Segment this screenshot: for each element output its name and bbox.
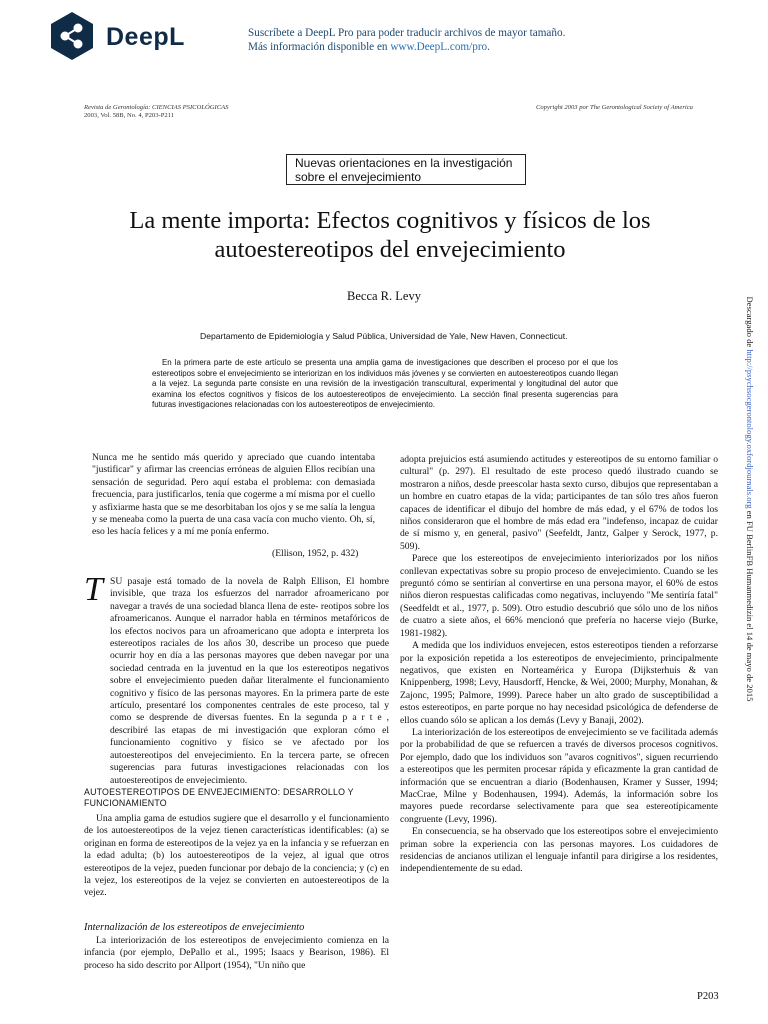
intro-text: SU pasaje está tomado de la novela de Ralph Ellison, El hombre invisible, que traza los esfuerzos del narrador afroamericano por navegar a través de una sociedad blanca llena de este- reotipos sobre los afroamericanos. Aunque el narrador habla en términos metafóricos de los efectos nocivos para un afroamericano que adopta e interpreta los estereotipos raciales de los años 30, describe un proceso que puede ocurrir hoy en día a las personas mayores que deben navegar por una sociedad centrada en la juventud en la que los estereotipos negativos sobre el envejecimiento pueden dañar literalmente el funcionamiento cognitivo y físico de las personas mayores. En la primera parte de este artículo, presentaré los componentes centrales de este proceso, tal y como se desprende de diversas fuentes. En la segunda p a r t e , describiré las etapas de mi investigación que exploran cómo el funcionamiento cognitivo y físico se ve afectado por los autoestereotipos del envejecimiento. En la tercera parte, se ofrecen sugerencias para futuras investigaciones relacionadas con los autoestereotipos de envejecimiento. [110, 576, 389, 786]
download-notice-link[interactable]: http://psychsocgerontology.oxfordjournals.org [745, 349, 755, 509]
right-paragraph-1: adopta prejuicios está asumiendo actitudes y estereotipos de su entorno familiar o cultural" (p. 297). El resultado de este proceso quedó ilustrado cuando se mostraron a niños, desde preescolar hasta sexto curso, dibujos que representaban a un hombre en cuatro etapas de la vida; participantes de tan sólo tres años fueron capaces de identificar el dibujo del hombre de más edad, y el 67% de todos los niños consideraron que el hombre de más edad era "indefenso, incapaz de cuidar de sí mismo y, en general, pasivo" (Seefeldt, Jantz, Galper y Serock, 1977, p. 509). [400, 454, 718, 552]
right-paragraph-2: Parece que los estereotipos de envejecimiento interiorizados por los niños conllevan expectativas sobre su propio proceso de envejecimiento. Cuando se les preguntó cómo se sentirían al convertirse en una persona mayor, el 60% de estos niños dieron respuestas calificadas como negativas, incluyendo "Me sentiría fatal" (Seedfeldt et al., 1977, p. 509). Otro estudio descubrió que sólo uno de los niños de cuatro a siete años, el 66% mencionó que prefería no hacerse viejo (Burke, 1981-1982). [400, 553, 718, 639]
section-paragraph-text: Una amplia gama de estudios sugiere que el desarrollo y el funcionamiento de los autoestereotipos de la vejez tienen características identificables: (a) se originan en forma de estereotipos de la vejez ya en la infancia y se refuerzan en la edad adulta; (b) los autoestereotipos de la vejez, al igual que otros estereotipos de la vejez, pueden funcionar por debajo de la conciencia; y (c) en la vejez, los estereotipos de la vejez se convierten en autoestereotipos de la vejez. [84, 813, 389, 899]
epigraph-citation: (Ellison, 1952, p. 432) [272, 548, 359, 559]
author-affiliation: Departamento de Epidemiología y Salud Pública, Universidad de Yale, New Haven, Connecticut. [200, 331, 568, 341]
section-paragraph [84, 813, 389, 900]
download-notice-suffix: en FU BerlinFB Humanmedizin el 14 de mayo de 2015 [745, 508, 755, 702]
journal-copyright: Copyright 2003 por The Gerontological Society of America [536, 104, 693, 111]
intro-paragraph [84, 576, 389, 787]
download-notice-prefix: Descargado de [745, 296, 755, 350]
subsection-paragraph-text: La interiorización de los estereotipos de envejecimiento comienza en la infancia (por ejemplo, DePallo et al., 1995; Isaacs y Bearison, 1986). El proceso ha sido descrito por Allport (1954), "Un niño que [84, 935, 389, 971]
epigraph: Nunca me he sentido más querido y apreciado que cuando intentaba "justificar" y afirmar las creencias erróneas de alguien Ellos recibían una sensación de seguridad. Pero aquí estaba el problema: con demasiada frecuencia, para justificarlos, tenía que cogerme a mí misma por el cuello y asfixiarme hasta que se me desorbitaban los ojos y se me salía la lengua y se meneaba como la puerta de una casa vacía con mucho viento. Oh, sí, eso les hacía felices y a mí me ponía enfermo. [92, 452, 375, 538]
right-paragraph-5: En consecuencia, se ha observado que los estereotipos sobre el envejecimiento priman sobre la experiencia con las personas mayores. Los cuidadores de residencias de ancianos utilizan el lenguaje infantil para dirigirse a los residentes, independientemente de su edad. [400, 826, 718, 875]
abstract: En la primera parte de este artículo se presenta una amplia gama de investigaciones que describen el proceso por el que los estereotipos sobre el envejecimiento se interiorizan en los individuos más jóvenes y se convierten en autoestereotipos cuando llegan a la vejez. La segunda parte consiste en una revisión de la investigación transcultural, experimental y longitudinal del autor que examina los efectos cognitivos y físicos de los autoestereotipos de envejecimiento. La sección final presenta sugerencias para futuras investigaciones relacionadas con los autoestereotipos de envejecimiento. [152, 358, 618, 410]
drop-cap: T [84, 571, 103, 608]
right-paragraph-4: La interiorización de los estereotipos de envejecimiento se ve facilitada además por la probabilidad de que se refuercen a través de diversos procesos cognitivos. Por ejemplo, dado que los individuos son "avaros cognitivos", siguen recurriendo a estereotipos que les permiten procesar rápida y eficazmente la gran cantidad de información que se encuentran a diario (Bodenhausen, Kramer y Susser, 1994; MacCrae, Milne y Bodenhausen, 1994). Además, la información sobre los mayores puede recordarse selectivamente para que sea estereotípicamente congruente (Levy, 1996). [400, 726, 718, 825]
subsection-heading: Internalización de los estereotipos de envejecimiento [84, 922, 305, 933]
title-line-2: autoestereotipos del envejecimiento [214, 236, 566, 263]
section-box [286, 154, 526, 185]
promo-line-1: Suscríbete a DeepL Pro para poder traducir archivos de mayor tamaño. [248, 27, 566, 39]
promo-line-2-suffix: . [487, 41, 490, 53]
section-heading: AUTOESTEREOTIPOS DE ENVEJECIMIENTO: DESARROLLO Y FUNCIONAMIENTO [84, 787, 354, 808]
section-box-line-2: sobre el envejecimiento [295, 170, 422, 184]
author-name: Becca R. Levy [347, 289, 421, 303]
download-notice [737, 264, 763, 734]
deepl-logo-icon[interactable] [47, 11, 97, 61]
journal-volume: 2003, Vol. 58B, No. 4, P203-P211 [84, 112, 175, 119]
title-line-1: La mente importa: Efectos cognitivos y físicos de los [129, 207, 651, 234]
right-column [400, 454, 718, 876]
deepl-promo [248, 26, 678, 54]
article-title [100, 206, 680, 264]
subsection-paragraph [84, 935, 389, 972]
section-box-line-1: Nuevas orientaciones en la investigación [295, 156, 513, 170]
promo-line-2-prefix: Más información disponible en [248, 41, 391, 53]
journal-header [84, 104, 228, 120]
download-notice-text [745, 297, 755, 702]
deepl-logo-text[interactable]: DeepL [106, 23, 185, 51]
page-number: P203 [697, 991, 719, 1002]
deepl-pro-link[interactable]: www.DeepL.com/pro [390, 41, 488, 53]
right-paragraph-3: A medida que los individuos envejecen, estos estereotipos tienden a reforzarse por la exposición repetida a los estereotipos de envejecimiento, principalmente negativos, que existen en Norteamérica y Europa (Dijksterhuis & van Knippenberg, 1998; Levy, Hausdorff, Hencke, & Wei, 2000; Murphy, Monahan, & Zajonc, 1995; Palmore, 1999). Parece haber un alto grado de susceptibilidad a estos estereotipos, en parte porque no hay necesidad psicológica de defenderse de ellos cuando sólo se aplican a los demás (Levy y Banaji, 2002). [400, 640, 718, 726]
journal-name: Revista de Gerontología: CIENCIAS PSICOLÓGICAS [84, 104, 229, 111]
promo-line-2 [248, 40, 678, 54]
